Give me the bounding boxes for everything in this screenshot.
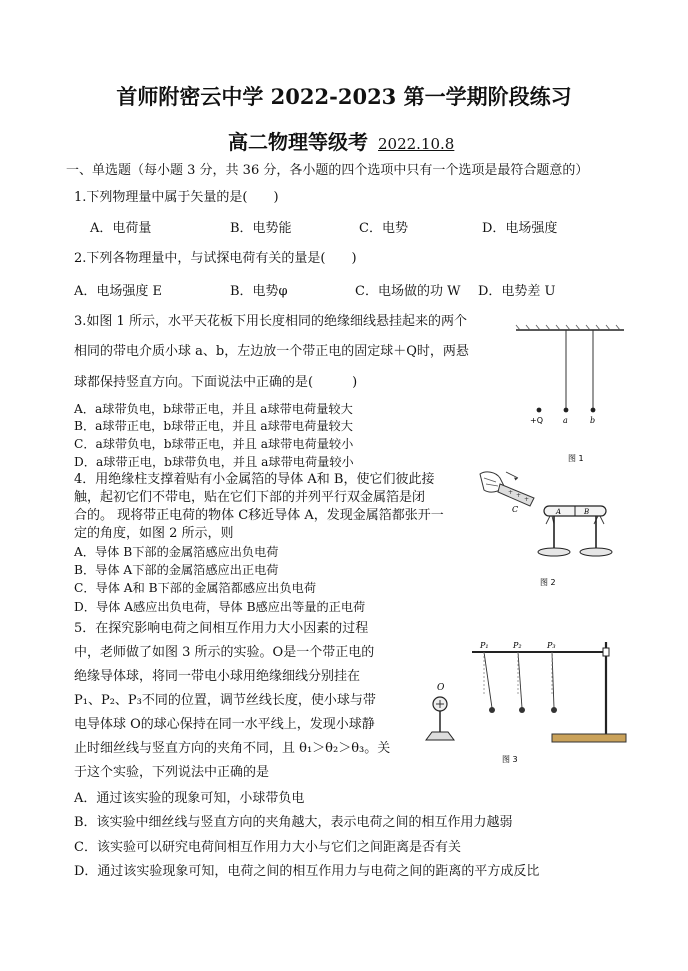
figure-1-caption: 图 1 — [568, 454, 584, 463]
label-c: C — [512, 505, 519, 514]
q2-option-b: B．电势φ — [230, 284, 288, 299]
figure-2-conductors — [474, 464, 624, 588]
q5-stem-line1: 5．在探究影响电荷之间相互作用力大小因素的过程 — [74, 621, 369, 636]
ball-at-p2 — [519, 707, 525, 713]
q4-option-c: C．导体 A和 B下部的金属箔都感应出负电荷 — [74, 581, 317, 595]
q4-option-a: A．导体 B下部的金属箔感应出负电荷 — [74, 545, 279, 559]
q5-option-d: D．通过该实验现象可知，电荷之间的相互作用力与电荷之间的距离的平方成反比 — [74, 864, 540, 879]
ball-at-p1 — [489, 707, 495, 713]
q1-option-d: D．电场强度 — [482, 221, 558, 236]
q5-stem-line7: 于这个实验，下列说法中正确的是 — [74, 765, 270, 780]
label-b: b — [590, 416, 596, 425]
svg-text:+: + — [516, 492, 522, 499]
label-b: B — [584, 508, 590, 516]
ball-b — [591, 408, 596, 413]
page-title: 首师附密云中学 2022-2023 第一学期阶段练习 — [116, 84, 572, 109]
q5-stem-line3: 绝缘导体球，将同一带电小球用绝缘细线分别挂在 — [74, 669, 361, 684]
q5-stem-line5: 电导体球 O的球心保持在同一水平线上，发现小球静 — [74, 717, 375, 732]
subtitle-text: 高二物理等级考 — [228, 130, 368, 154]
q1-option-b: B．电势能 — [230, 221, 292, 236]
q3-option-a: A．a球带负电，b球带正电，并且 a球带电荷量较大 — [74, 402, 353, 416]
q3-stem-line1: 3.如图 1 所示，水平天花板下用长度相同的绝缘细线悬挂起来的两个 — [74, 314, 467, 329]
label-q: +Q — [530, 416, 543, 425]
q5-stem-line6: 止时细丝线与竖直方向的夹角不同，且 θ₁＞θ₂＞θ₃。关 — [74, 741, 391, 756]
figure-2-caption: 图 2 — [540, 578, 556, 587]
label-p2: P₂ — [513, 641, 522, 650]
exam-date: 2022.10.8 — [378, 135, 455, 153]
q2-option-d: D．电势差 U — [478, 284, 556, 299]
svg-text:+: + — [524, 496, 530, 503]
q5-stem-line2: 中，老师做了如图 3 所示的实验。O是一个带正电的 — [74, 645, 375, 660]
figure-3-caption: 图 3 — [502, 755, 518, 764]
q2-option-a: A．电场强度 E — [74, 284, 163, 299]
q2-stem: 2.下列各物理量中，与试探电荷有关的量是( ) — [74, 251, 357, 266]
q5-stem-line4: P₁、P₂、P₃不同的位置，调节丝线长度，使小球与带 — [74, 693, 376, 708]
section-heading: 一、单选题（每小题 3 分，共 36 分，各小题的四个选项中只有一个选项是最符合题意的） — [66, 163, 589, 178]
q5-option-b: B．该实验中细丝线与竖直方向的夹角越大，表示电荷之间的相互作用力越弱 — [74, 815, 513, 830]
q1-option-a: A．电荷量 — [90, 221, 152, 236]
q3-stem-line2: 相同的带电介质小球 a、b，左边放一个带正电的固定球＋Q时，两悬 — [74, 344, 469, 359]
q3-option-c: C．a球带负电，b球带正电，并且 a球带电荷量较小 — [74, 437, 354, 451]
label-o: O — [437, 683, 445, 693]
wooden-base — [552, 734, 626, 742]
q3-stem-line3: 球都保持竖直方向。下面说法中正确的是( ) — [74, 375, 358, 390]
q4-stem-line1: 4．用绝缘柱支撑着贴有小金属箔的导体 A和 B，使它们彼此接 — [74, 472, 435, 487]
ball-at-p3 — [551, 707, 557, 713]
q4-stem-line3: 合的。 现将带正电荷的物体 C移近导体 A，发现金属箔都张开一 — [74, 508, 444, 523]
ball-q — [537, 408, 542, 413]
q3-option-d: D．a球带正电，b球带负电，并且 a球带电荷量较小 — [74, 455, 354, 469]
ball-a — [564, 408, 569, 413]
q4-option-b: B．导体 A下部的金属箔感应出正电荷 — [74, 563, 279, 577]
q1-option-c: C．电势 — [359, 221, 408, 236]
q2-option-c: C．电场做的功 W — [355, 284, 461, 299]
q4-option-d: D．导体 A感应出负电荷，导体 B感应出等量的正电荷 — [74, 600, 366, 614]
label-p1: P₁ — [480, 641, 489, 650]
svg-text:+: + — [508, 489, 514, 496]
q1-stem: 1.下列物理量中属于矢量的是( ) — [74, 190, 279, 205]
label-p3: P₃ — [547, 641, 556, 650]
label-a: a — [563, 416, 568, 425]
page-subtitle — [228, 130, 454, 156]
figure-3-coulomb-setup — [420, 634, 630, 764]
figure-1-hanging-balls — [512, 322, 628, 464]
q3-option-b: B．a球带正电，b球带正电，并且 a球带电荷量较大 — [74, 419, 353, 433]
q4-stem-line4: 定的角度，如图 2 所示，则 — [74, 526, 234, 541]
label-a: A — [556, 508, 562, 516]
q5-option-c: C．该实验可以研究电荷间相互作用力大小与它们之间距离是否有关 — [74, 840, 461, 855]
q4-stem-line2: 触，起初它们不带电，贴在它们下部的并列平行双金属箔是闭 — [74, 490, 426, 505]
q5-option-a: A．通过该实验的现象可知，小球带负电 — [74, 791, 305, 806]
